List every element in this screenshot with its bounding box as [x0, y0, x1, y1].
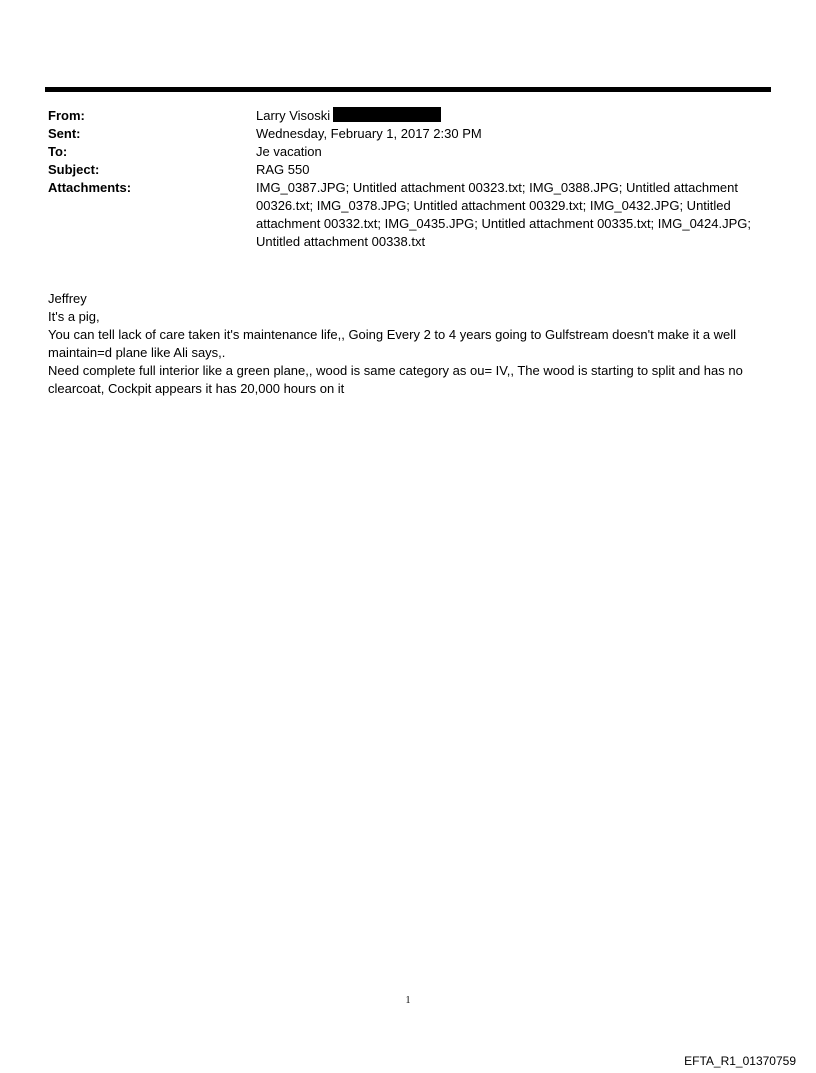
- from-value-container: [256, 107, 768, 125]
- body-line: It's a pig,: [48, 309, 100, 324]
- subject-label: Subject:: [48, 162, 100, 177]
- to-row: [48, 143, 768, 161]
- document-id: EFTA_R1_01370759: [684, 1054, 796, 1068]
- body-line: Need complete full interior like a green plane,, wood is same category as ou= IV,, The wood is starting to split and has no clearcoat, Cockpit appears it has 20,000 hours on it: [48, 363, 743, 396]
- redaction-box: [333, 107, 441, 122]
- body-line: Jeffrey: [48, 291, 87, 306]
- to-value: Je vacation: [256, 144, 322, 159]
- attachments-value: IMG_0387.JPG; Untitled attachment 00323.txt; IMG_0388.JPG; Untitled attachment 00326.txt; IMG_0378.JPG; Untitled attachment 00329.txt; IMG_0432.JPG; Untitled attachment 00332.txt; IMG_0435.JPG; Untitled attachment 00335.txt; IMG_0424.JPG; Untitled attachment 00338.txt: [256, 180, 751, 249]
- page-number: 1: [405, 995, 411, 1006]
- body-line: You can tell lack of care taken it's maintenance life,, Going Every 2 to 4 years going to Gulfstream doesn't make it a well maintain=d plane like Ali says,.: [48, 327, 737, 360]
- sent-label: Sent:: [48, 126, 81, 141]
- from-label: From:: [48, 108, 85, 123]
- to-label: To:: [48, 144, 68, 159]
- email-body: [48, 290, 773, 398]
- sent-row: [48, 125, 768, 143]
- attachments-row: [48, 179, 768, 251]
- from-row: [48, 107, 768, 125]
- attachments-label: Attachments:: [48, 180, 132, 195]
- from-value: Larry Visoski: [256, 108, 331, 123]
- subject-row: [48, 161, 768, 179]
- sent-value: Wednesday, February 1, 2017 2:30 PM: [256, 126, 482, 141]
- subject-value: RAG 550: [256, 162, 310, 177]
- header-rule: [45, 87, 771, 92]
- email-header: [48, 107, 768, 251]
